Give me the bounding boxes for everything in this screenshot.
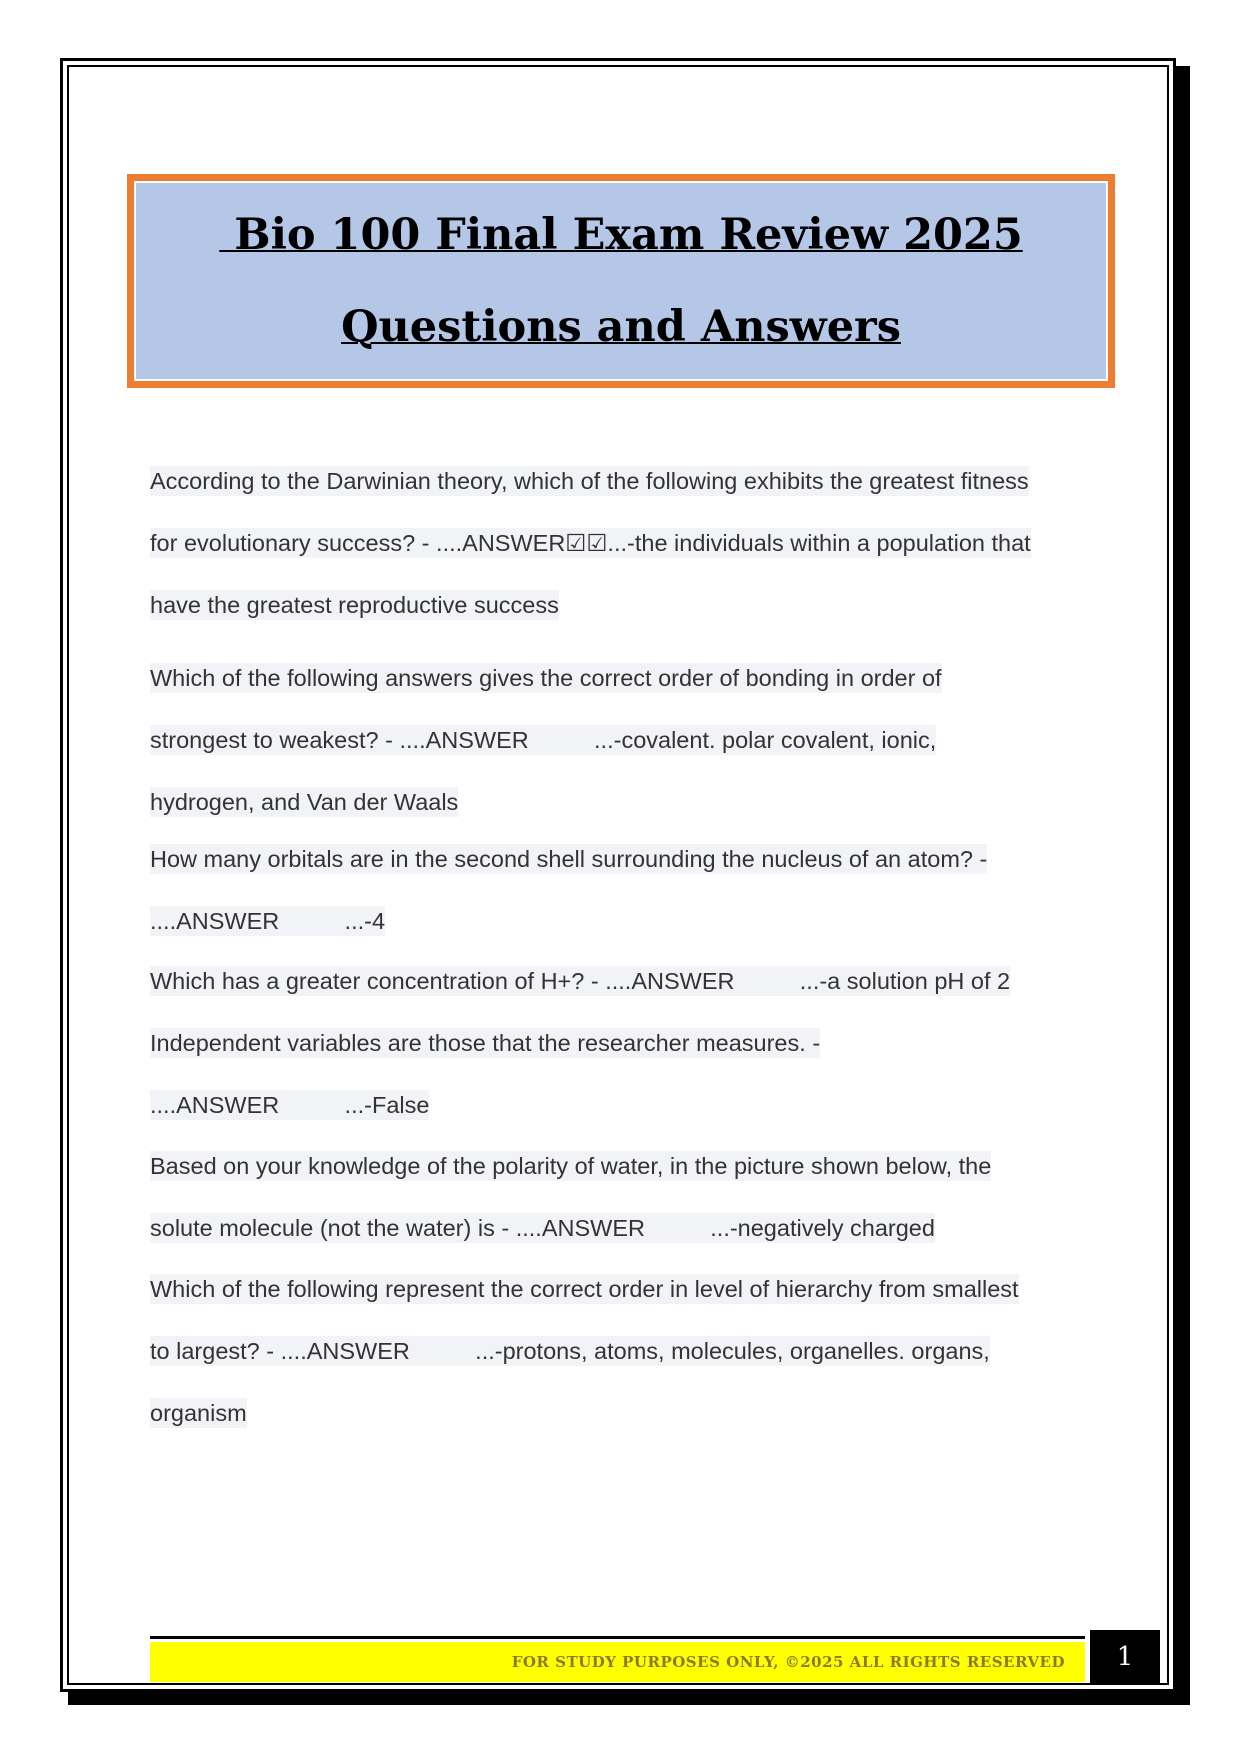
footer-text: FOR STUDY PURPOSES ONLY, ©2025 ALL RIGHTS RESERVED [511,1653,1065,1671]
qa-line: to largest? - ....ANSWER ...-protons, atoms, molecules, organelles. organs, [150,1338,990,1364]
qa-line: How many orbitals are in the second shell surrounding the nucleus of an atom? - [150,846,988,872]
title-line-2: Questions and Answers [341,302,901,352]
qa-block-3 [150,828,1100,952]
qa-block-5 [150,1012,1100,1136]
qa-line: Which of the following answers gives the correct order of bonding in order of [150,665,942,691]
qa-line: for evolutionary success? - ....ANSWER☑☑...-the individuals within a population that [150,530,1031,556]
qa-block-6 [150,1135,1100,1259]
qa-line: ....ANSWER ...-4 [150,908,386,934]
qa-block-7 [150,1258,1100,1444]
footer-bar [150,1642,1085,1682]
footer-rule [150,1636,1085,1639]
qa-line: hydrogen, and Van der Waals [150,789,459,815]
qa-line: have the greatest reproductive success [150,592,559,618]
qa-line: solute molecule (not the water) is - ....ANSWER ...-negatively charged [150,1215,935,1241]
page-number: 1 [1090,1630,1160,1684]
qa-block-1 [150,450,1100,636]
title-line-1: Bio 100 Final Exam Review 2025 [219,210,1023,260]
qa-line: Based on your knowledge of the polarity of water, in the picture shown below, the [150,1153,992,1179]
qa-line: According to the Darwinian theory, which of the following exhibits the greatest fitness [150,468,1029,494]
qa-line: Independent variables are those that the researcher measures. - [150,1030,821,1056]
qa-block-4 [150,950,1100,1012]
qa-line: Which has a greater concentration of H+? - ....ANSWER ...-a solution pH of 2 [150,968,1011,994]
qa-block-2 [150,647,1100,833]
qa-line: organism [150,1400,247,1426]
qa-line: strongest to weakest? - ....ANSWER ...-covalent. polar covalent, ionic, [150,727,937,753]
qa-line: ....ANSWER ...-False [150,1092,430,1118]
title-box-inner [134,181,1108,381]
title-box [127,174,1115,388]
qa-line: Which of the following represent the correct order in level of hierarchy from smallest [150,1276,1019,1302]
